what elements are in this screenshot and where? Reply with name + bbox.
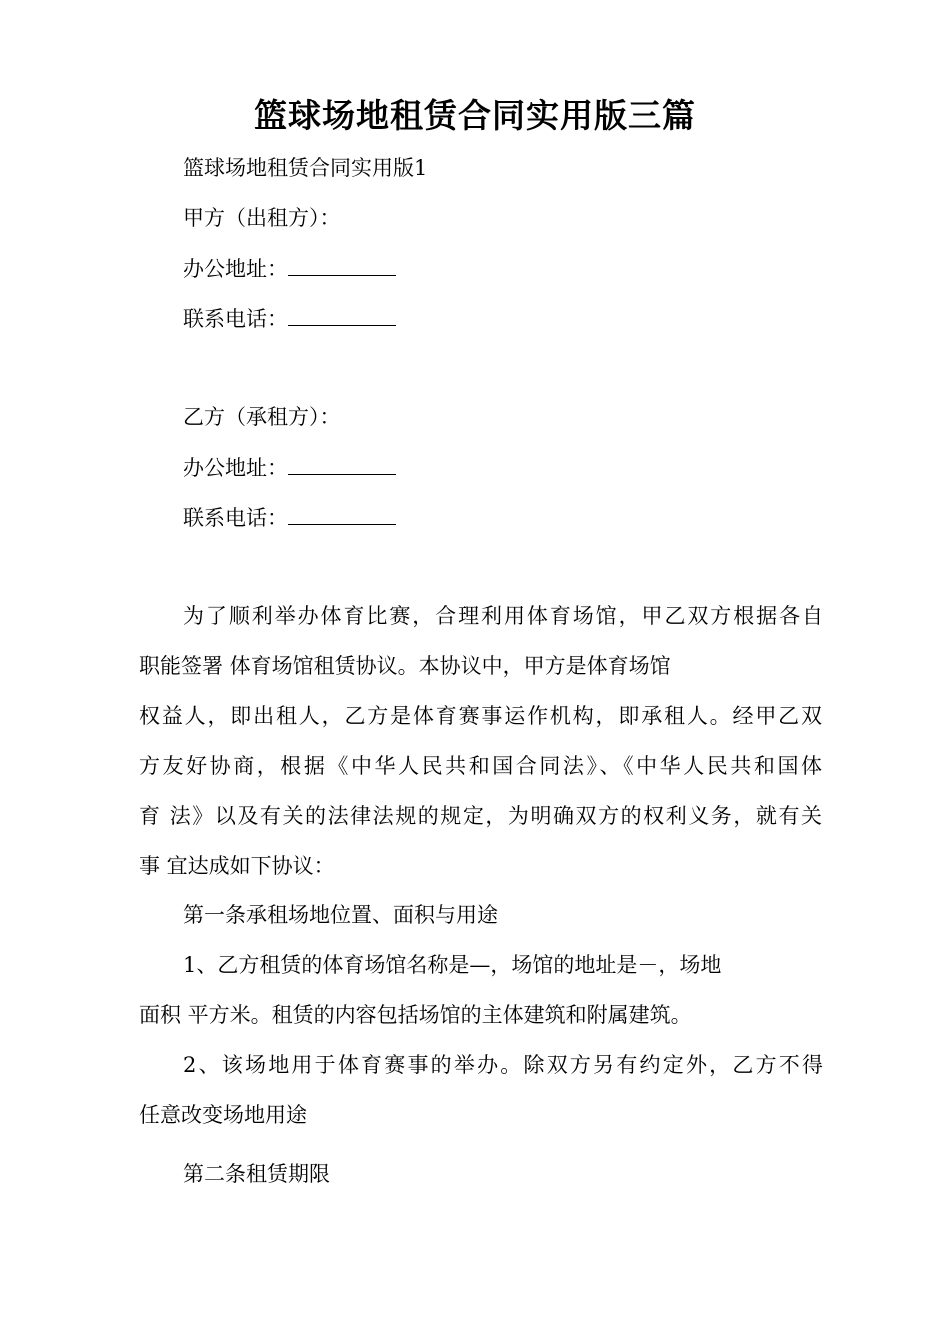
party-b-address-label: 办公地址： (183, 456, 288, 480)
party-a-phone (183, 303, 396, 334)
party-b-phone-label: 联系电话： (183, 506, 288, 530)
preamble-line: 事 宜达成如下协议： (139, 854, 335, 878)
party-b-address-blank (288, 452, 396, 475)
preamble-line: 方友好协商，根据《中华人民共和国合同法》、《中华人民共和国体 (139, 754, 822, 778)
party-a-heading: 甲方（出租方）： (183, 206, 341, 230)
article-1-item-2: 2、该场地用于体育赛事的举办。除双方另有约定外，乙方不得 (183, 1053, 823, 1077)
party-a-address-blank (288, 253, 396, 276)
article-1-item-2-cont: 任意改变场地用途 (139, 1103, 307, 1127)
article-1-heading: 第一条承租场地位置、面积与用途 (183, 903, 498, 927)
party-b-heading: 乙方（承租方）： (183, 405, 341, 429)
contract-subtitle: 篮球场地租赁合同实用版1 (183, 156, 428, 180)
article-2-heading: 第二条租赁期限 (183, 1162, 330, 1186)
party-a-address (183, 253, 396, 284)
article-1-item-1-cont: 面积 平方米。租赁的内容包括场馆的主体建筑和附属建筑。 (139, 1003, 692, 1027)
preamble-line: 权益人，即出租人，乙方是体育赛事运作机构，即承租人。经甲乙双 (139, 704, 822, 728)
preamble-line: 职能签署 体育场馆租赁协议。本协议中，甲方是体育场馆 (139, 654, 671, 678)
preamble-line: 为了顺利举办体育比赛，合理利用体育场馆，甲乙双方根据各自 (183, 604, 823, 628)
party-a-phone-label: 联系电话： (183, 307, 288, 331)
party-b-phone-blank (288, 502, 396, 525)
document-title: 篮球场地租赁合同实用版三篇 (254, 96, 696, 135)
party-a-address-label: 办公地址： (183, 257, 288, 281)
party-b-phone (183, 502, 396, 533)
party-a-phone-blank (288, 303, 396, 326)
party-b-address (183, 452, 396, 483)
article-1-item-1: 1、乙方租赁的体育场馆名称是—，场馆的地址是－，场地 (183, 953, 722, 977)
preamble-line: 育 法》以及有关的法律法规的规定，为明确双方的权利义务，就有关 (139, 804, 822, 828)
